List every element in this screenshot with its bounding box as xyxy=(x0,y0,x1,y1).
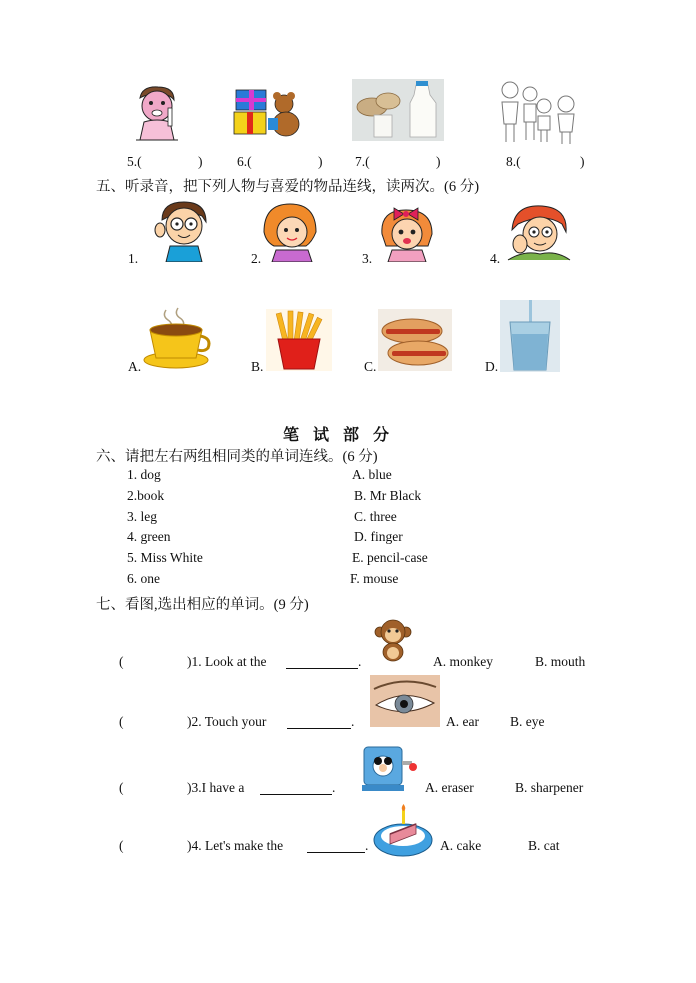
item-label-a: A. xyxy=(128,359,142,374)
q1-end: . xyxy=(358,654,362,669)
right-word-d: D. finger xyxy=(354,529,403,544)
q3-option-a: A. eraser xyxy=(425,780,474,795)
person-label-4: 4. xyxy=(490,251,501,266)
q3-end: . xyxy=(332,780,336,795)
q3-paren-open: ( xyxy=(119,780,124,795)
q1-stem: )1. Look at the xyxy=(187,654,267,669)
boy-brushing-teeth-icon xyxy=(128,84,186,144)
q1-option-a: A. monkey xyxy=(433,654,493,669)
item-label-d: D. xyxy=(485,359,499,374)
monkey-icon xyxy=(374,618,412,662)
section-5-heading: 五、听录音，把下列人物与喜爱的物品连线，读两次。(6 分) xyxy=(96,179,480,195)
coffee-cup-icon xyxy=(142,306,212,370)
gift-boxes-teddy-bear-icon xyxy=(232,84,304,138)
answer-8-close: ) xyxy=(580,154,585,169)
person-label-3: 3. xyxy=(362,251,373,266)
q2-end: . xyxy=(351,714,355,729)
q4-option-b: B. cat xyxy=(528,838,560,853)
q2-option-a: A. ear xyxy=(446,714,479,729)
left-word-6: 6. one xyxy=(127,571,160,586)
pencil-sharpener-icon xyxy=(356,737,418,795)
answer-5-close: ) xyxy=(198,154,203,169)
left-word-1: 1. dog xyxy=(127,467,161,482)
q1-option-b: B. mouth xyxy=(535,654,586,669)
q4-answer-blank[interactable] xyxy=(307,840,365,853)
right-word-e: E. pencil-case xyxy=(352,550,428,565)
q4-end: . xyxy=(365,838,369,853)
answer-7-open: 7.( xyxy=(355,154,370,169)
right-word-f: F. mouse xyxy=(350,571,399,586)
bread-and-milk-icon xyxy=(352,79,444,141)
q2-paren-open: ( xyxy=(119,714,124,729)
q3-stem: )3.I have a xyxy=(187,780,245,795)
left-word-2: 2.book xyxy=(127,488,165,503)
q2-answer-blank[interactable] xyxy=(287,716,351,729)
q1-answer-blank[interactable] xyxy=(286,656,358,669)
eye-icon xyxy=(370,675,440,727)
q4-stem: )4. Let's make the xyxy=(187,838,284,853)
boy-red-hair-icon xyxy=(504,204,574,264)
q3-option-b: B. sharpener xyxy=(515,780,584,795)
right-word-c: C. three xyxy=(354,509,397,524)
person-label-2: 2. xyxy=(251,251,262,266)
left-word-5: 5. Miss White xyxy=(127,550,203,565)
girl-with-bow-icon xyxy=(374,204,440,262)
boy-with-glasses-icon xyxy=(152,200,212,262)
section-7-heading: 七、看图,选出相应的单词。(9 分) xyxy=(96,597,309,613)
written-part-title: 笔试部分 xyxy=(283,425,404,444)
answer-7-close: ) xyxy=(436,154,441,169)
answer-8-open: 8.( xyxy=(506,154,521,169)
answer-6-close: ) xyxy=(318,154,323,169)
q3-answer-blank[interactable] xyxy=(260,782,332,795)
right-word-b: B. Mr Black xyxy=(354,488,422,503)
birthday-cake-icon xyxy=(372,800,434,860)
girl-orange-hair-icon xyxy=(260,202,320,262)
left-word-3: 3. leg xyxy=(127,509,157,524)
item-label-c: C. xyxy=(364,359,377,374)
q2-stem: )2. Touch your xyxy=(187,714,267,729)
left-word-4: 4. green xyxy=(127,529,171,544)
answer-5-open: 5.( xyxy=(127,154,142,169)
q2-option-b: B. eye xyxy=(510,714,545,729)
section-6-heading: 六、请把左右两组相同类的单词连线。(6 分) xyxy=(96,449,378,465)
french-fries-icon xyxy=(266,309,332,371)
q4-option-a: A. cake xyxy=(440,838,482,853)
hot-dog-icon xyxy=(378,309,452,371)
q4-paren-open: ( xyxy=(119,838,124,853)
item-label-b: B. xyxy=(251,359,264,374)
glass-of-water-icon xyxy=(500,300,560,372)
q1-paren-open: ( xyxy=(119,654,124,669)
person-label-1: 1. xyxy=(128,251,139,266)
family-group-icon xyxy=(496,78,580,146)
right-word-a: A. blue xyxy=(352,467,392,482)
answer-6-open: 6.( xyxy=(237,154,252,169)
